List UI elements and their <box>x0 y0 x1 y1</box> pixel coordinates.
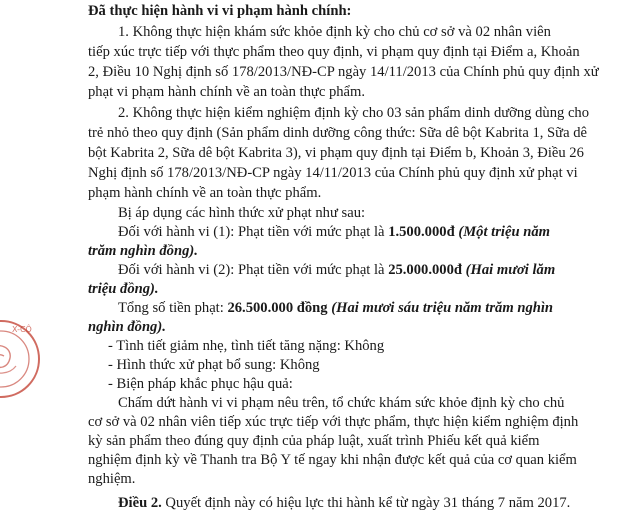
article-2-text: Quyết định này có hiệu lực thi hành kể từ ngày 31 tháng 7 năm 2017. <box>161 495 571 511</box>
violation-2-line: Nghị định số 178/2013/NĐ-CP ngày 14/11/2013 của Chính phủ quy định xử phạt vi <box>88 165 578 181</box>
remedy-line: nghiệm. <box>88 471 136 487</box>
section-title: Đã thực hiện hành vi vi phạm hành chính: <box>88 3 352 19</box>
seal-text: X-CỘ <box>12 325 32 334</box>
aggravating-circumstances: - Tình tiết giảm nhẹ, tình tiết tăng nặng: Không <box>108 338 385 354</box>
article-2 <box>118 494 570 512</box>
penalty-1-prefix: Đối với hành vi (1): Phạt tiền với mức phạt là <box>118 224 389 240</box>
penalty-2-amount: 25.000.000đ <box>388 262 462 278</box>
violation-1-line: tiếp xúc trực tiếp với thực phẩm theo quy định, vi phạm quy định tại Điểm a, Khoản <box>88 44 580 60</box>
violation-1-line: 1. Không thực hiện khám sức khỏe định kỳ cho chủ cơ sở và 02 nhân viên <box>118 24 551 40</box>
additional-penalty: - Hình thức xử phạt bổ sung: Không <box>108 357 320 373</box>
penalty-2-words: (Hai mươi lăm <box>465 262 556 278</box>
total-prefix: Tổng số tiền phạt: <box>118 300 228 316</box>
violation-2-line: 2. Không thực hiện kiểm nghiệm định kỳ cho 03 sản phẩm dinh dưỡng dùng cho <box>118 105 590 121</box>
article-2-label: Điều 2. <box>118 495 162 511</box>
penalty-1-amount: 1.500.000đ <box>388 224 455 240</box>
violation-1-line: 2, Điều 10 Nghị định số 178/2013/NĐ-CP ngày 14/11/2013 của Chính phủ quy định xử <box>88 64 599 80</box>
remedy-line: kỳ sản phẩm theo đúng quy định của pháp luật, xuất trình Phiếu kết quả kiểm <box>88 433 540 449</box>
penalty-1-words-cont: trăm nghìn đồng). <box>88 243 198 259</box>
penalty-intro: Bị áp dụng các hình thức xử phạt như sau: <box>118 205 366 221</box>
violation-1-line: phạt vi phạm hành chính về an toàn thực phẩm. <box>88 84 366 100</box>
violation-2-line: bột Kabrita 2, Sữa dê bột Kabrita 3), vi phạm quy định tại Điểm b, Khoản 3, Điều 26 <box>88 145 584 161</box>
violation-2-line: phạm hành chính về an toàn thực phẩm. <box>88 185 322 201</box>
red-stamp-seal <box>0 318 42 400</box>
penalty-2-words-cont: triệu đồng). <box>88 281 159 297</box>
penalty-1-words: (Một triệu năm <box>458 224 550 240</box>
remedy-line: Chấm dứt hành vi vi phạm nêu trên, tổ chức khám sức khỏe định kỳ cho chủ <box>118 395 565 411</box>
total-words: (Hai mươi sáu triệu năm trăm nghìn <box>331 300 554 316</box>
penalty-2-prefix: Đối với hành vi (2): Phạt tiền với mức phạt là <box>118 262 389 278</box>
remedy-line: nghiệm định kỳ về Thanh tra Bộ Y tế ngay khi nhận được kết quả của cơ quan kiểm <box>88 452 577 468</box>
remedy-line: cơ sở và 02 nhân viên tiếp xúc trực tiếp với thực phẩm, thực hiện kiểm nghiệm định <box>88 414 579 430</box>
total-amount: 26.500.000 đồng <box>227 300 328 316</box>
remedy-title: - Biện pháp khắc phục hậu quả: <box>108 376 293 392</box>
total-words-cont: nghìn đồng). <box>88 319 166 335</box>
violation-2-line: trẻ nhỏ theo quy định (Sản phẩm dinh dưỡng công thức: Sữa dê bột Kabrita 1, Sữa dê <box>88 125 587 141</box>
